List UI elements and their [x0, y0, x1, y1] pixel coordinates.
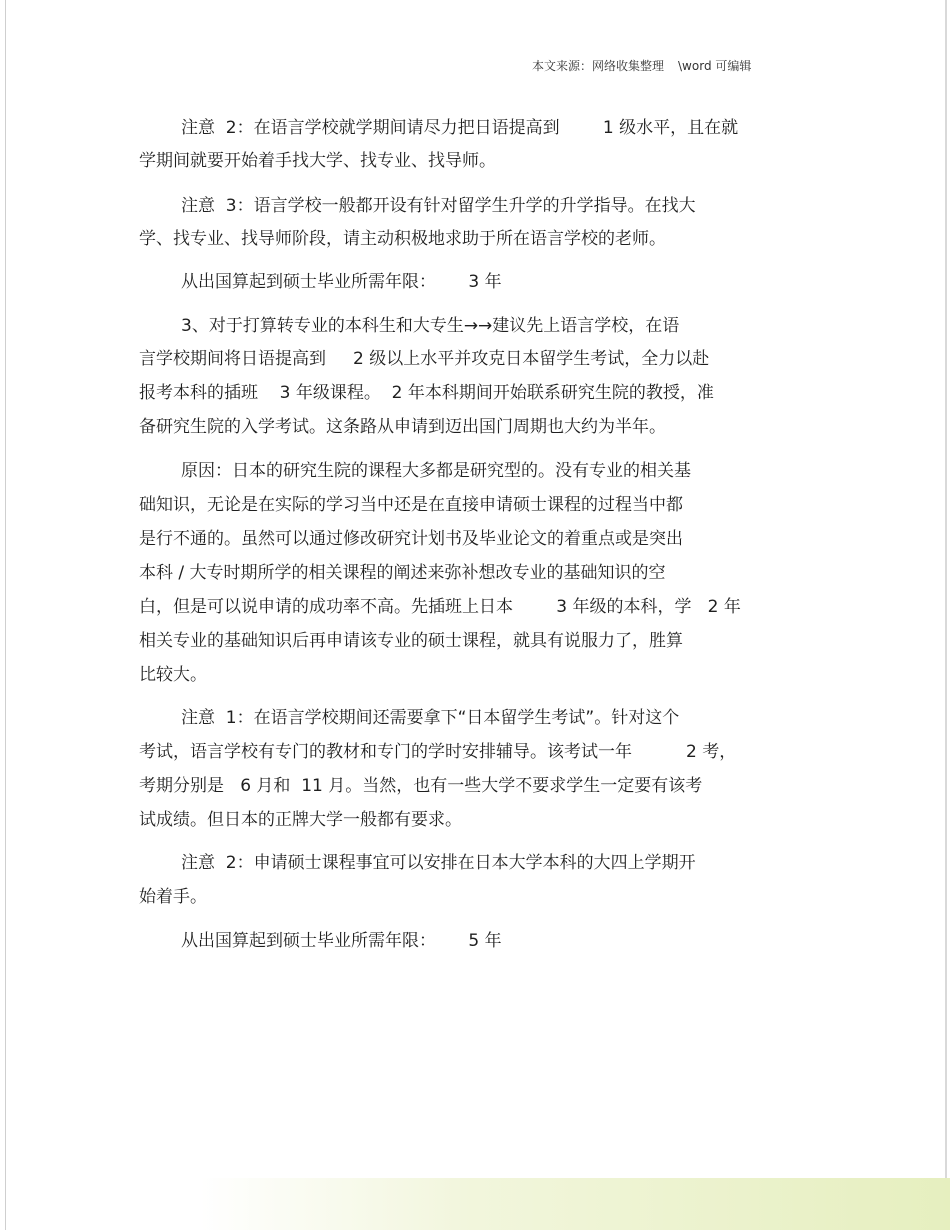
text-line: 本科 / 大专时期所学的相关课程的阐述来弥补想改专业的基础知识的空 [139, 563, 666, 583]
text-line: 础知识，无论是在实际的学习当中还是在直接申请硕士课程的过程当中都 [139, 495, 683, 515]
text-line: 相关专业的基础知识后再申请该专业的硕士课程，就具有说服力了，胜算 [139, 631, 683, 651]
text-line: 学、找专业、找导师阶段，请主动积极地求助于所在语言学校的老师。 [139, 229, 666, 249]
text-line: 3、对于打算转专业的本科生和大专生→→建议先上语言学校，在语 [181, 316, 680, 336]
page-left-edge [5, 0, 6, 1230]
text-line: 比较大。 [139, 665, 207, 685]
text-line: 注意 2：在语言学校就学期间请尽力把日语提高到 1 级水平，且在就 [181, 118, 739, 138]
header-source-label: 本文来源：网络收集整理 [532, 59, 665, 73]
text-line: 考期分别是 6 月和 11 月。当然，也有一些大学不要求学生一定要有该考 [139, 776, 703, 796]
page-header-note [532, 57, 751, 74]
text-line: 言学校期间将日语提高到 2 级以上水平并攻克日本留学生考试，全力以赴 [139, 349, 710, 369]
text-line: 注意 1：在语言学校期间还需要拿下“日本留学生考试”。针对这个 [181, 708, 680, 728]
page-right-edge [945, 0, 947, 1230]
text-line: 注意 3：语言学校一般都开设有针对留学生升学的升学指导。在找大 [181, 196, 696, 216]
text-line: 始着手。 [139, 887, 207, 907]
text-line: 注意 2：申请硕士课程事宜可以安排在日本大学本科的大四上学期开 [181, 853, 696, 873]
text-line: 考试，语言学校有专门的教材和专门的学时安排辅导。该考试一年 2 考， [139, 742, 737, 762]
text-line: 原因：日本的研究生院的课程大多都是研究型的。没有专业的相关基 [181, 461, 691, 481]
text-line: 白，但是可以说申请的成功率不高。先插班上日本 3 年级的本科，学 2 年 [139, 597, 741, 617]
text-line: 报考本科的插班 3 年级课程。 2 年本科期间开始联系研究生院的教授，准 [139, 383, 714, 403]
text-line: 是行不通的。虽然可以通过修改研究计划书及毕业论文的着重点或是突出 [139, 529, 683, 549]
text-line: 试成绩。但日本的正牌大学一般都有要求。 [139, 810, 462, 830]
header-format-label: \word 可编辑 [678, 59, 752, 73]
text-line: 从出国算起到硕士毕业所需年限： 5 年 [181, 931, 502, 951]
text-line: 从出国算起到硕士毕业所需年限： 3 年 [181, 272, 502, 292]
decorative-bottom-band [200, 1178, 950, 1230]
text-line: 学期间就要开始着手找大学、找专业、找导师。 [139, 151, 496, 171]
text-line: 备研究生院的入学考试。这条路从申请到迈出国门周期也大约为半年。 [139, 417, 666, 437]
